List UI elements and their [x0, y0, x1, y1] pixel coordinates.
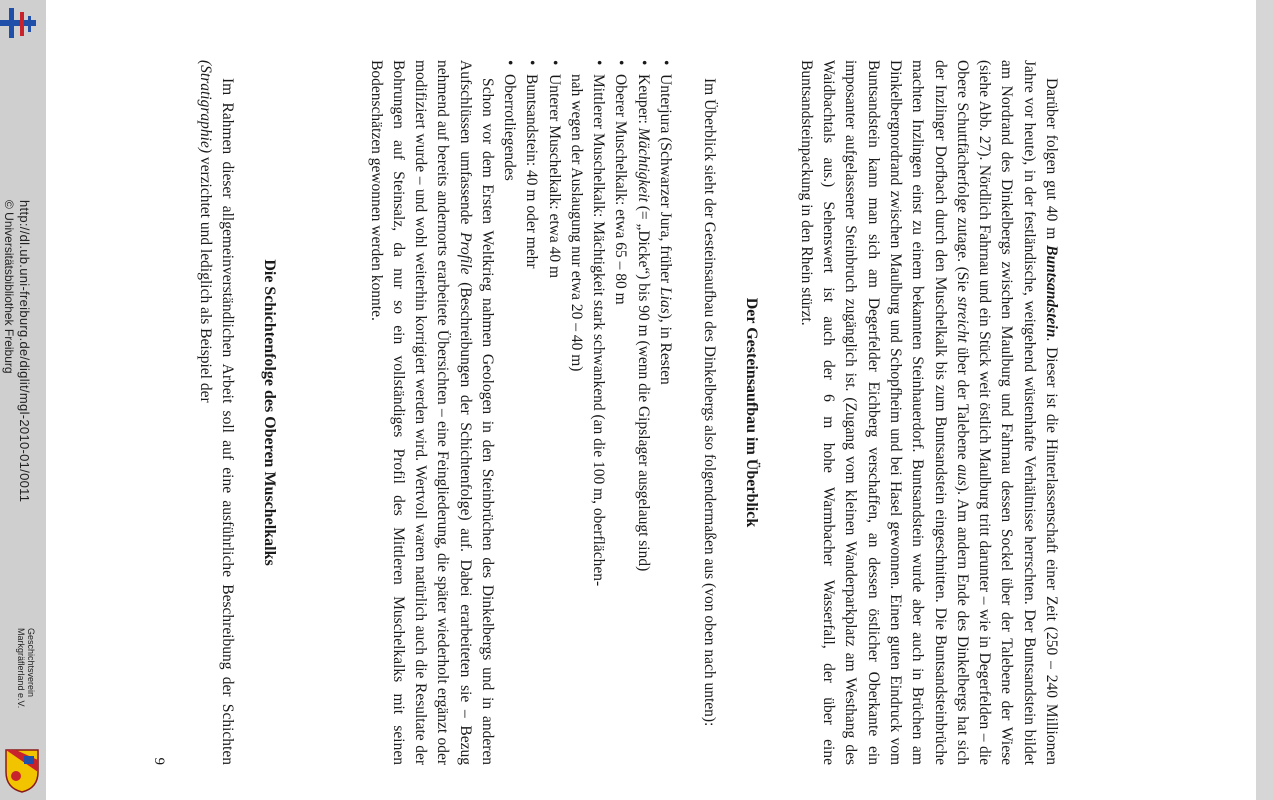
right-margin-bar [1256, 0, 1274, 800]
footer [0, 160, 44, 800]
list-item: • Unterjura (Schwarzer Jura, früher Lias), in Resten [654, 60, 676, 765]
strata-list [498, 60, 676, 765]
list-item-continuation: nah wegen der Auslaugung nur etwa 20 – 40 m) [567, 74, 585, 372]
section-heading-overview: Der Gesteinsaufbau im Überblick [743, 297, 760, 528]
library-logo-icon [0, 6, 36, 42]
society-line-1: Geschichtsverein [26, 628, 36, 698]
intro-paragraph: Darüber folgen gut 40 m Buntsandstein. Dieser ist die Hinterlassenschaft einer Zeit (250 – 240 Millionen Jahre vor heute), in der festländische, weitgehend wüstenhafte Verhältnisse herrschten. Der Buntsandstein bildet am Nordrand des Dinkelbergs zwischen Maulburg und Fahrnau dessen Sockel über der Talebene der Wiese (siehe Abb. 27). Nördlich Fahrnau und ein Stück weit östlich Maulburg tritt darunter – wie in Degerfelden – die Obere Schuttfächerfolge zutage. (Sie streicht über der Talebene aus). Am andern Ende des Dinkelbergs hat sich der Inzlinger Dorfbach durch den Muschelkalk bis zum Buntsandstein eingeschnitten. Die Buntsandsteinbrüche machten Inzlingen einst zu einem bekannten Steinhauerdorf. Buntsandstein wurde aber auch in Brüchen am Dinkelbergnordrand zwischen Maulburg und Schopfheim und bei Hasel gewonnen. Einen guten Eindruck vom Buntsandstein kann man sich am Degerfelder Eichberg verschaffen, an dessen östlicher Oberkante ein imposanter aufgelassener Steinbruch zugänglich ist. (Zugang vom kleinen Wanderparkplatz am Westhang des Waidbachtals aus.) Sehenswert ist auch der 6 m hohe Warmbacher Wasserfall, der über eine Buntsandsteinpackung in den Rhein stürzt. [797, 60, 1060, 766]
footer-url-link[interactable]: http://dl.ub.uni-freiburg.de/diglit/mgl-2010-01/0011 [17, 200, 32, 503]
page-number: 9 [151, 757, 167, 765]
closing-paragraph: Im Rahmen dieser allgemeinverständlichen Arbeit soll auf eine ausführliche Beschreibung der Schichten (Stratigraphie) verzichtet und lediglich als Beispiel der [196, 60, 236, 765]
footer-copyright: © Universitätsbibliothek Freiburg [2, 200, 16, 374]
list-item: • Oberrotliegendes [498, 60, 520, 765]
list-item: • Keuper: Mächtigkeit (= „Dicke“) bis 90 m (wenn die Gipslager ausgelaugt sind) [631, 60, 653, 765]
list-item: • Buntsandstein: 40 m oder mehr [520, 60, 542, 765]
rotated-page [52, 30, 1122, 790]
overview-intro: Im Überblick sieht der Gesteinsaufbau des Dinkelbergs also folgendermaßen aus (von oben nach unten): [701, 78, 718, 727]
list-item: • Oberer Muschelkalk: etwa 65 – 80 m [609, 60, 631, 765]
society-line-2: Markgräflerland e.V. [16, 628, 26, 709]
list-item: • Unterer Muschelkalk: etwa 40 m [542, 60, 564, 765]
section-heading-stratigraphy: Die Schichtenfolge des Oberen Muschelkalks [261, 259, 278, 566]
list-item: • Mittlerer Muschelkalk: Mächtigkeit stark schwankend (an die 100 m, oberflächen- [587, 60, 609, 765]
history-paragraph: Schon vor dem Ersten Weltkrieg nahmen Geologen in den Steinbrüchen des Dinkelbergs und in anderen Aufschlüssen umfassende Profile (Beschreibungen der Schichtenfolge) auf. Dabei erarbeiteten sie – Bezug nehmend auf bereits andernorts erarbeitete Übersichten – eine Feingliederung, die später wiederholt ergänzt oder modifiziert wurde – und wohl weiterhin korrigiert werden wird. Wertvoll waren natürlich auch die Resultate der Bohrungen auf Steinsalz, da nur so ein vollständiges Profil des Mittleren Muschelkalks mit seinen Bodenschätzen gewonnen werden konnte. [367, 60, 496, 765]
footer-society [16, 628, 36, 728]
term-buntsandstein: Buntsandstein [1043, 245, 1060, 338]
